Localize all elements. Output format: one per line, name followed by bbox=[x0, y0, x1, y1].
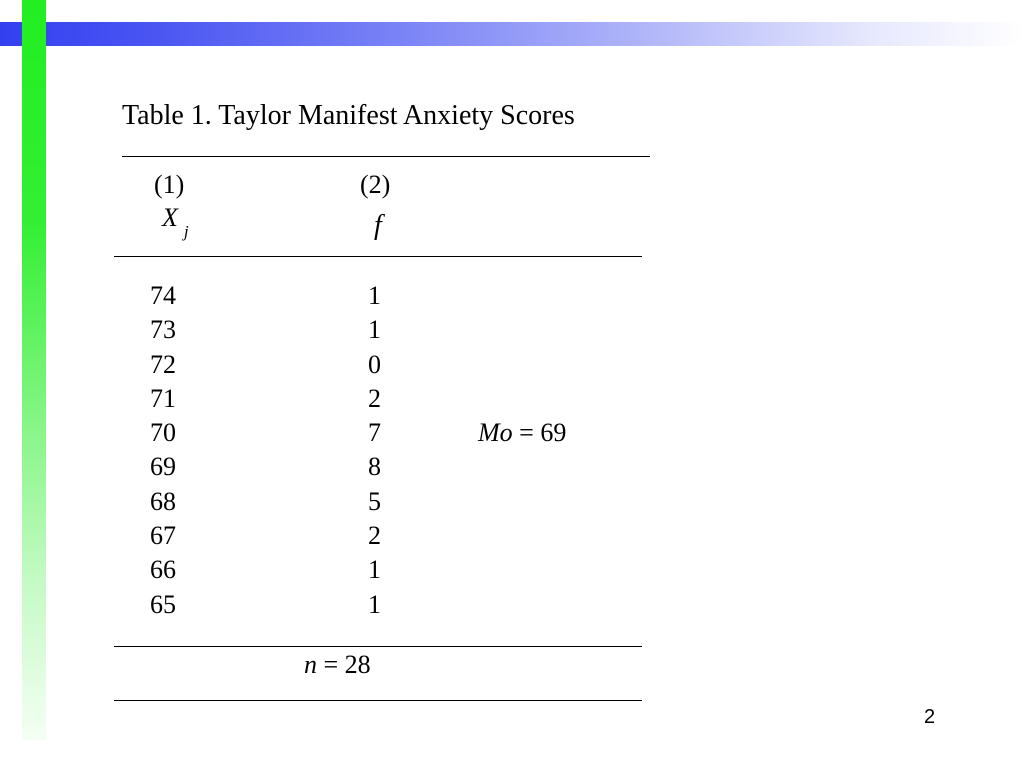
footer-rule bbox=[114, 700, 642, 701]
frequency-cell: 1 bbox=[368, 555, 381, 585]
score-cell: 70 bbox=[150, 418, 176, 448]
x-symbol: X bbox=[162, 203, 178, 232]
top-gradient-band bbox=[0, 22, 1024, 46]
frequency-cell: 5 bbox=[368, 486, 381, 516]
frequency-cell: 7 bbox=[368, 418, 381, 448]
column-1-header-xj bbox=[162, 203, 189, 241]
mode-value: = 69 bbox=[512, 418, 567, 447]
page-number: 2 bbox=[924, 706, 936, 728]
frequency-cell: 2 bbox=[368, 383, 381, 413]
score-cell: 67 bbox=[150, 521, 176, 551]
column-1-number: (1) bbox=[154, 170, 185, 199]
score-cell: 66 bbox=[150, 555, 176, 585]
column-2-header-f: f bbox=[374, 210, 382, 241]
score-cell: 74 bbox=[150, 281, 176, 310]
score-cell: 73 bbox=[150, 315, 176, 345]
total-n bbox=[304, 650, 371, 680]
score-cell: 68 bbox=[150, 486, 176, 516]
header-rule bbox=[114, 256, 642, 257]
score-cell: 65 bbox=[150, 589, 176, 619]
mode-label: Mo bbox=[478, 418, 513, 447]
frequency-cell: 0 bbox=[368, 349, 381, 379]
frequency-cell: 1 bbox=[368, 589, 381, 619]
frequency-cell: 1 bbox=[368, 281, 381, 310]
j-subscript: j bbox=[183, 222, 189, 241]
score-column bbox=[150, 279, 190, 622]
column-2-number: (2) bbox=[360, 170, 391, 199]
frequency-cell: 1 bbox=[368, 315, 381, 345]
n-value: = 28 bbox=[317, 650, 371, 679]
side-gradient-band bbox=[22, 0, 46, 740]
n-label: n bbox=[304, 650, 317, 679]
table-title: Table 1. Taylor Manifest Anxiety Scores bbox=[122, 100, 575, 131]
score-cell: 72 bbox=[150, 349, 176, 379]
mode-annotation bbox=[478, 418, 566, 448]
frequency-column bbox=[368, 279, 388, 622]
score-cell: 69 bbox=[150, 452, 176, 482]
frequency-cell: 2 bbox=[368, 521, 381, 551]
score-cell: 71 bbox=[150, 383, 176, 413]
frequency-cell: 8 bbox=[368, 452, 381, 482]
body-rule bbox=[114, 646, 642, 647]
title-rule bbox=[122, 156, 650, 157]
